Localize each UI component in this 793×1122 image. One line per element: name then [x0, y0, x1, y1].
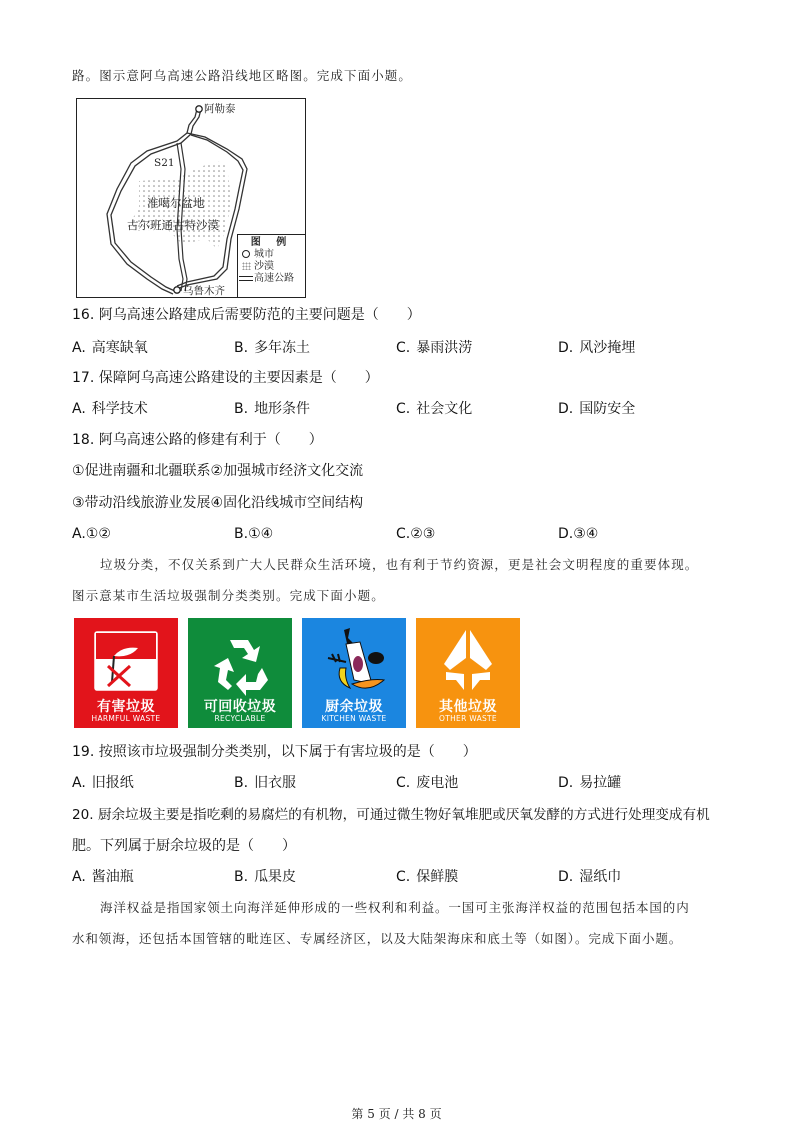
q19-option-c[interactable]: C. 废电池	[396, 775, 459, 791]
waste-card-recyclable	[188, 618, 292, 728]
waste-cn-label: 可回收垃圾	[203, 699, 277, 715]
city-urumqi-marker	[174, 287, 180, 293]
q18-option-b[interactable]: B.①④	[234, 526, 274, 542]
q17-option-c[interactable]: C. 社会文化	[396, 401, 473, 417]
q16-option-a[interactable]: A. 高寒缺氧	[72, 340, 148, 356]
legend-item-desert: 沙漠	[238, 261, 305, 273]
q19-option-d[interactable]: D. 易拉罐	[558, 775, 622, 791]
q16-option-b[interactable]: B. 多年冻土	[234, 340, 311, 356]
q16-option-d[interactable]: D. 风沙掩埋	[558, 340, 636, 356]
city-circle-icon	[242, 250, 250, 258]
waste-cn-label: 其他垃圾	[439, 699, 497, 715]
highway-map-figure	[76, 98, 306, 298]
ocean-passage-line-1: 海洋权益是指国家领土向海洋延伸形成的一些权利和利益。一国可主张海洋权益的范围包括本国的内	[100, 900, 690, 915]
q17-option-d[interactable]: D. 国防安全	[558, 401, 636, 417]
q18-statement-line-1: ①促进南疆和北疆联系②加强城市经济文化交流	[72, 463, 364, 479]
harmful-waste-icon	[74, 618, 178, 696]
page-number-footer: 第 5 页 / 共 8 页	[351, 1107, 442, 1121]
map-legend	[237, 234, 305, 297]
waste-cn-label: 厨余垃圾	[325, 699, 383, 715]
q19-option-a[interactable]: A. 旧报纸	[72, 775, 134, 791]
city-altay-marker	[196, 106, 202, 112]
desert-dots-icon	[242, 262, 251, 270]
q18-option-a[interactable]: A.①②	[72, 526, 111, 542]
garbage-passage-line-1: 垃圾分类，不仅关系到广大人民群众生活环境，也有利于节约资源，更是社会文明程度的重要体现。	[100, 557, 699, 572]
other-waste-icon	[416, 618, 520, 696]
waste-en-label: OTHER WASTE	[439, 714, 497, 723]
city-label-altay: 阿勒泰	[204, 103, 236, 115]
waste-card-harmful	[74, 618, 178, 728]
garbage-passage-line-2: 图示意某市生活垃圾强制分类类别。完成下面小题。	[72, 588, 385, 603]
waste-en-label: KITCHEN WASTE	[321, 714, 387, 723]
waste-cn-label: 有害垃圾	[97, 699, 155, 715]
question-18: 18. 阿乌高速公路的修建有利于（ ）	[72, 432, 323, 448]
question-20-line-2: 肥。下列属于厨余垃圾的是（ ）	[72, 838, 296, 854]
desert-label: 古尔班通古特沙漠	[127, 218, 219, 232]
q20-option-a[interactable]: A. 酱油瓶	[72, 869, 134, 885]
ocean-passage-line-2: 水和领海，还包括本国管辖的毗连区、专属经济区，以及大陆架海床和底土等（如图）。完成下面小题。	[72, 931, 683, 946]
q18-option-d[interactable]: D.③④	[558, 526, 599, 542]
waste-en-label: RECYCLABLE	[214, 714, 266, 723]
legend-item-highway: 高速公路	[238, 273, 305, 285]
legend-title: 图 例	[250, 237, 293, 248]
city-label-urumqi: 乌鲁木齐	[183, 285, 225, 297]
basin-label: 准噶尔盆地	[147, 196, 205, 210]
kitchen-waste-icon	[302, 618, 406, 696]
question-17: 17. 保障阿乌高速公路建设的主要因素是（ ）	[72, 370, 379, 386]
recycle-icon	[188, 618, 292, 696]
waste-card-other	[416, 618, 520, 728]
q20-option-c[interactable]: C. 保鲜膜	[396, 869, 459, 885]
q17-option-a[interactable]: A. 科学技术	[72, 401, 148, 417]
q18-option-c[interactable]: C.②③	[396, 526, 436, 542]
waste-card-kitchen	[302, 618, 406, 728]
waste-en-label: HARMFUL WASTE	[91, 714, 161, 723]
q20-option-d[interactable]: D. 湿纸巾	[558, 869, 622, 885]
question-20: 20. 厨余垃圾主要是指吃剩的易腐烂的有机物，可通过微生物好氧堆肥或厌氧发酵的方式进行处理变成有机	[72, 807, 710, 823]
q17-option-b[interactable]: B. 地形条件	[234, 401, 311, 417]
q19-option-b[interactable]: B. 旧衣服	[234, 775, 297, 791]
legend-item-city: 城市	[238, 249, 305, 261]
question-19: 19. 按照该市垃圾强制分类类别，以下属于有害垃圾的是（ ）	[72, 744, 477, 760]
q20-option-b[interactable]: B. 瓜果皮	[234, 869, 297, 885]
q18-statement-line-2: ③带动沿线旅游业发展④固化沿线城市空间结构	[72, 495, 364, 511]
q16-option-c[interactable]: C. 暴雨洪涝	[396, 340, 473, 356]
intro-text: 路。图示意阿乌高速公路沿线地区略图。完成下面小题。	[72, 68, 413, 83]
question-16: 16. 阿乌高速公路建成后需要防范的主要问题是（ ）	[72, 307, 421, 323]
highway-double-line-icon	[239, 276, 253, 281]
road-label-s21: S21	[154, 157, 175, 169]
